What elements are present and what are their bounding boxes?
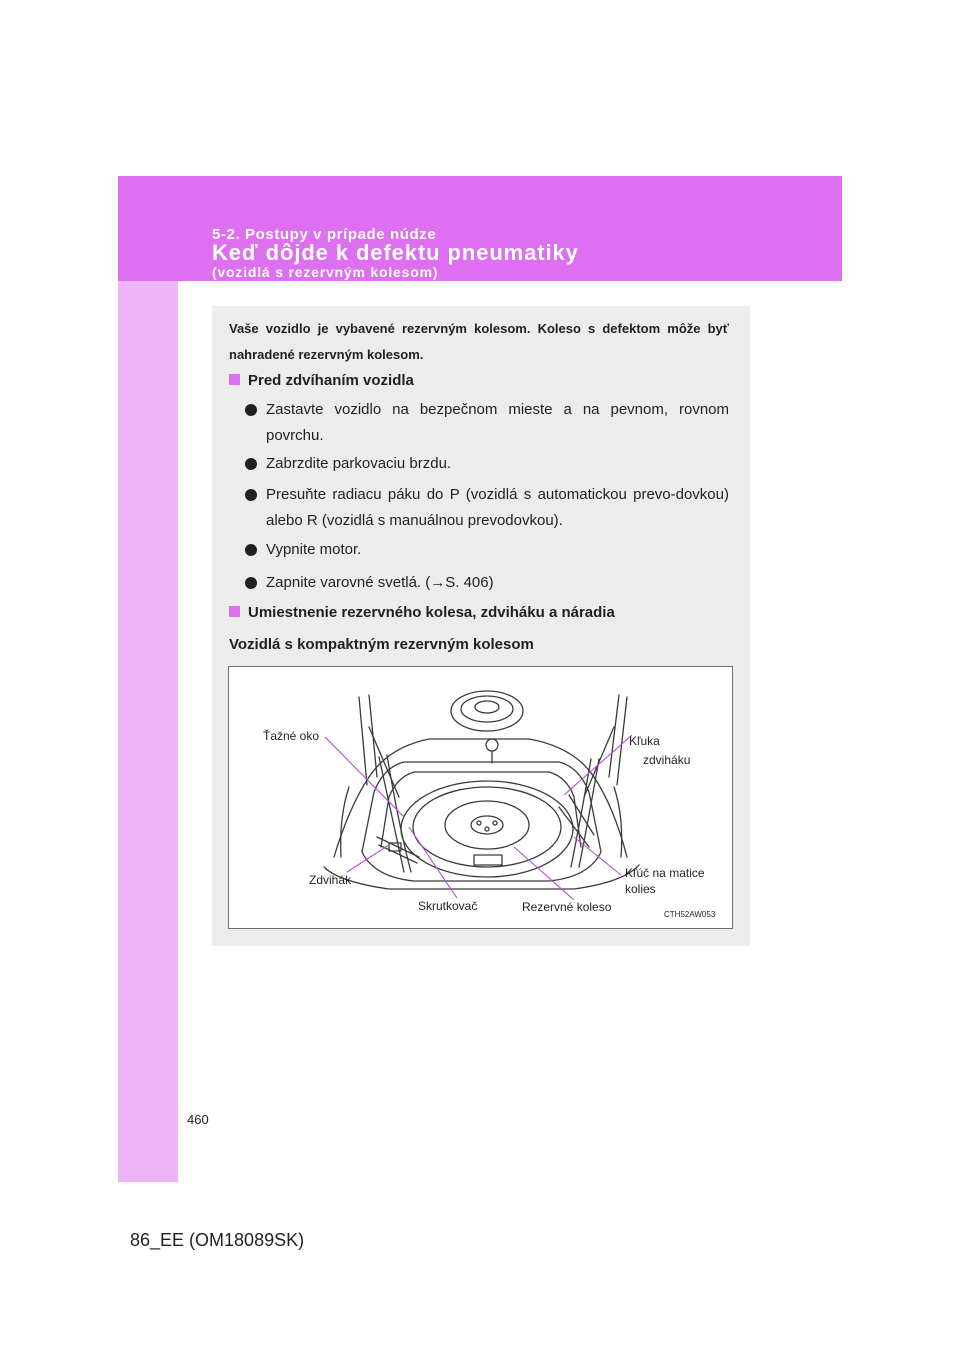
label-jack-handle: Kľuka xyxy=(629,734,660,748)
list-item: Zastavte vozidlo na bezpečnom mieste a na pevnom, rovnom povrchu. xyxy=(245,397,729,449)
label-jack: Zdvihák xyxy=(309,873,352,887)
heading-spare-wheel-location: Umiestnenie rezervného kolesa, zdviháku a náradia xyxy=(229,604,615,621)
figure-code: CTH52AW053 xyxy=(664,910,716,919)
trunk-drawing xyxy=(229,667,732,928)
section-label: 5-2. Postupy v prípade núdze xyxy=(212,226,437,243)
square-bullet-icon xyxy=(229,606,240,617)
label-wheel-nut-wrench: Kľúč na matice xyxy=(625,866,705,880)
label-spare-wheel: Rezervné koleso xyxy=(522,900,612,914)
page-number: 460 xyxy=(187,1112,209,1127)
page-subtitle: (vozidlá s rezervným kolesom) xyxy=(212,264,439,280)
footer-code: 86_EE (OM18089SK) xyxy=(130,1230,305,1250)
label-screwdriver: Skrutkovač xyxy=(418,899,478,913)
label-wheel-nut-wrench-cont: kolies xyxy=(625,882,656,896)
round-bullet-icon xyxy=(245,458,257,470)
list-item: Presuňte radiacu páku do P (vozidlá s automatickou prevo-dovkou) alebo R (vozidlá s manuálnou prevodovkou). xyxy=(245,482,729,534)
list-item: Zapnite varovné svetlá. (→S. 406) xyxy=(245,570,729,596)
round-bullet-icon xyxy=(245,544,257,556)
trunk-illustration xyxy=(228,666,733,929)
round-bullet-icon xyxy=(245,577,257,589)
round-bullet-icon xyxy=(245,489,257,501)
page-title: Keď dôjde k defektu pneumatiky xyxy=(212,240,579,265)
label-towing-eye: Ťažné oko xyxy=(263,729,320,743)
sidebar-tab xyxy=(118,176,178,1182)
round-bullet-icon xyxy=(245,404,257,416)
square-bullet-icon xyxy=(229,374,240,385)
heading-before-lifting: Pred zdvíhaním vozidla xyxy=(229,372,414,389)
intro-text: Vaše vozidlo je vybavené rezervným kolesom. Koleso s defektom môže byť nahradené rezervným kolesom. xyxy=(229,321,729,362)
list-item: Zabrzdite parkovaciu brzdu. xyxy=(245,451,729,477)
list-item: Vypnite motor. xyxy=(245,537,729,563)
label-jack-handle-cont: zdviháku xyxy=(643,753,691,767)
subheading-compact-spare: Vozidlá s kompaktným rezervným kolesom xyxy=(229,636,534,653)
